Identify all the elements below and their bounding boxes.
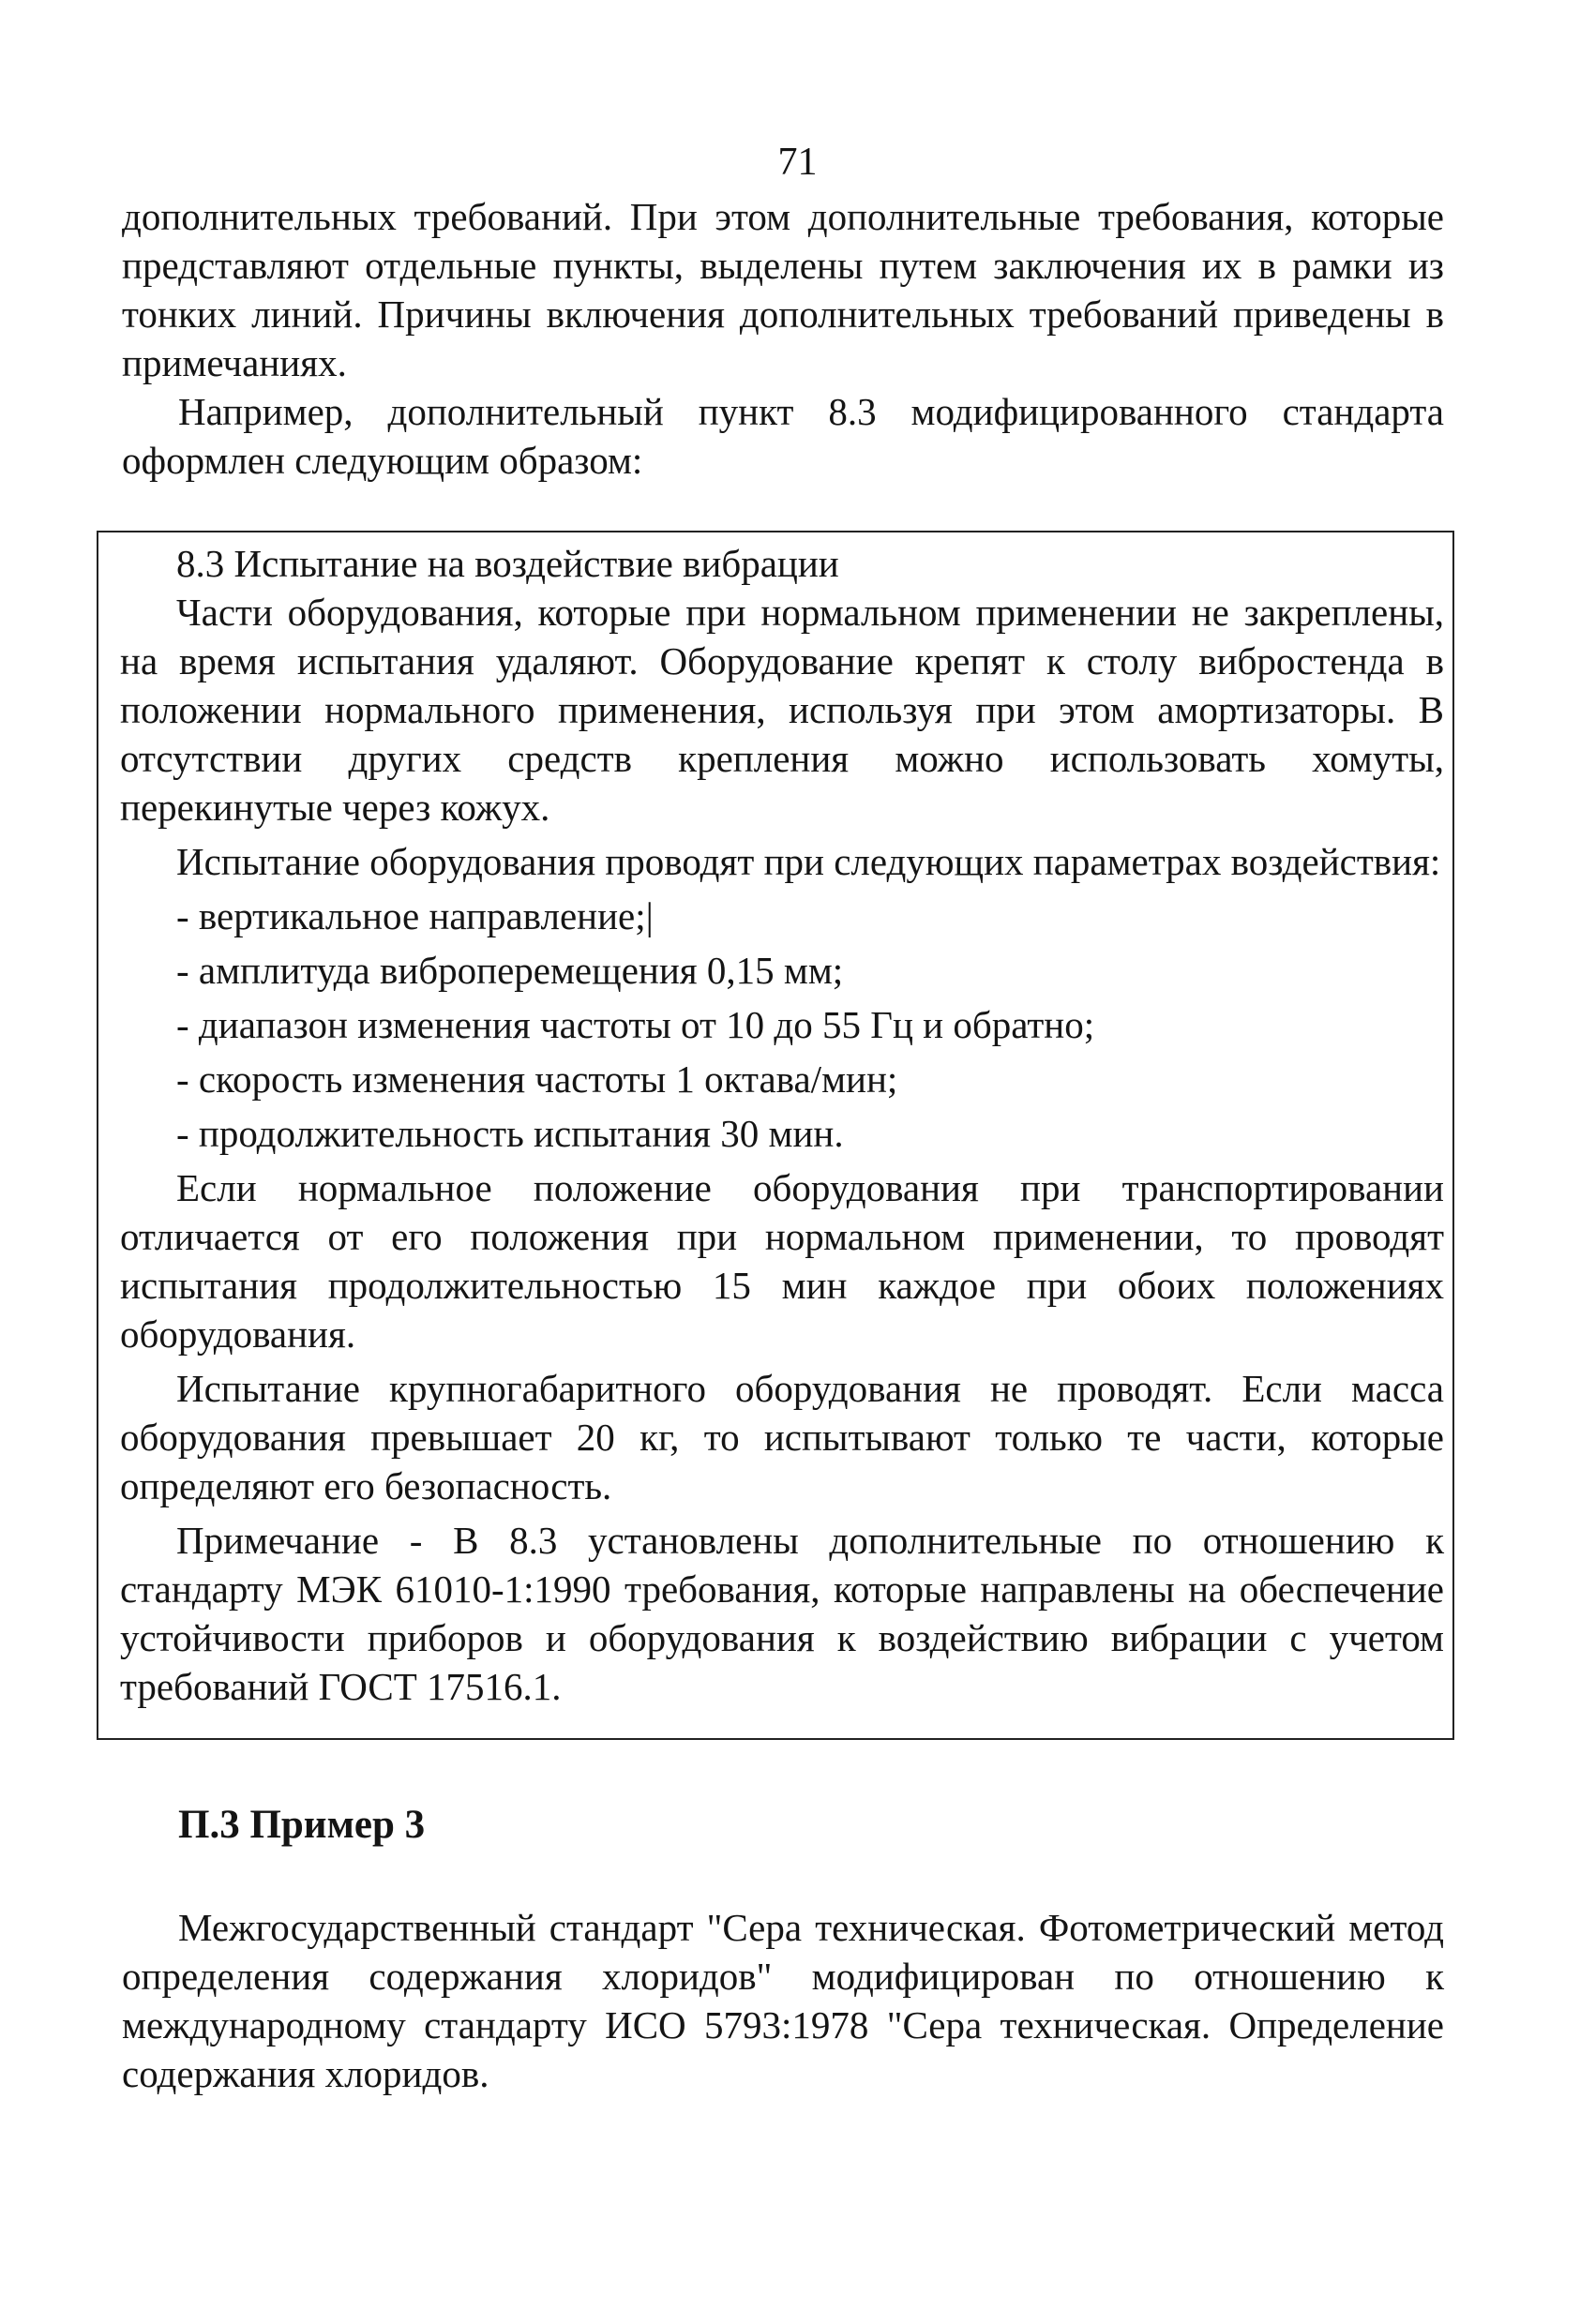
example-3-paragraph: Межгосударственный стандарт "Сера техническая. Фотометрический метод определения содержания хлоридов" модифицирован по отношению к международному стандарту ИСО 5793:1978 "Сера техническая. Определение содержания хлоридов.: [122, 1906, 1444, 2095]
param-item: - вертикальное направление;|: [176, 894, 654, 937]
box-paragraph-2: Испытание оборудования проводят при следующих параметрах воздействия:: [176, 840, 1441, 883]
intro-text: [122, 192, 1444, 485]
param-item: - продолжительность испытания 30 мин.: [176, 1112, 844, 1155]
intro-paragraph-1: дополнительных требований. При этом дополнительные требования, которые представляют отдельные пункты, выделены путем заключения их в рамки из тонких линий. Причины включения дополнительных требований приведены в примечаниях.: [122, 195, 1444, 384]
box-title: 8.3 Испытание на воздействие вибрации: [176, 542, 839, 585]
page-number: 71: [777, 141, 818, 184]
box-paragraph-1: Части оборудования, которые при нормальном применении не закреплены, на время испытания удаляют. Оборудование крепят к столу вибростенда в положении нормального применения, используя при этом амортизаторы. В отсутствии других средств крепления можно использовать хомуты, перекинутые через кожух.: [120, 591, 1444, 829]
param-item: - диапазон изменения частоты от 10 до 55 Гц и обратно;: [176, 1003, 1095, 1046]
param-item: - скорость изменения частоты 1 октава/мин;: [176, 1057, 898, 1101]
box-paragraph-3: Если нормальное положение оборудования при транспортировании отличается от его положения при нормальном применении, то проводят испытания продолжительностью 15 мин каждое при обоих положениях оборудования.: [120, 1166, 1444, 1356]
example-3-text: [122, 1903, 1444, 2098]
intro-paragraph-2: Например, дополнительный пункт 8.3 модифицированного стандарта оформлен следующим образом:: [122, 390, 1444, 482]
box-paragraph-4: Испытание крупногабаритного оборудования не проводят. Если масса оборудования превышает 20 кг, то испытывают только те части, которые определяют его безопасность.: [120, 1367, 1444, 1507]
box-note: Примечание - В 8.3 установлены дополнительные по отношению к стандарту МЭК 61010-1:1990 требования, которые направлены на обеспечение устойчивости приборов и оборудования к воздействию вибрации с учетом требований ГОСТ 17516.1.: [120, 1519, 1444, 1708]
section-heading: П.3 Пример 3: [178, 1803, 426, 1847]
additional-requirement-content: [120, 539, 1444, 1711]
param-item: - амплитуда виброперемещения 0,15 мм;: [176, 949, 844, 992]
